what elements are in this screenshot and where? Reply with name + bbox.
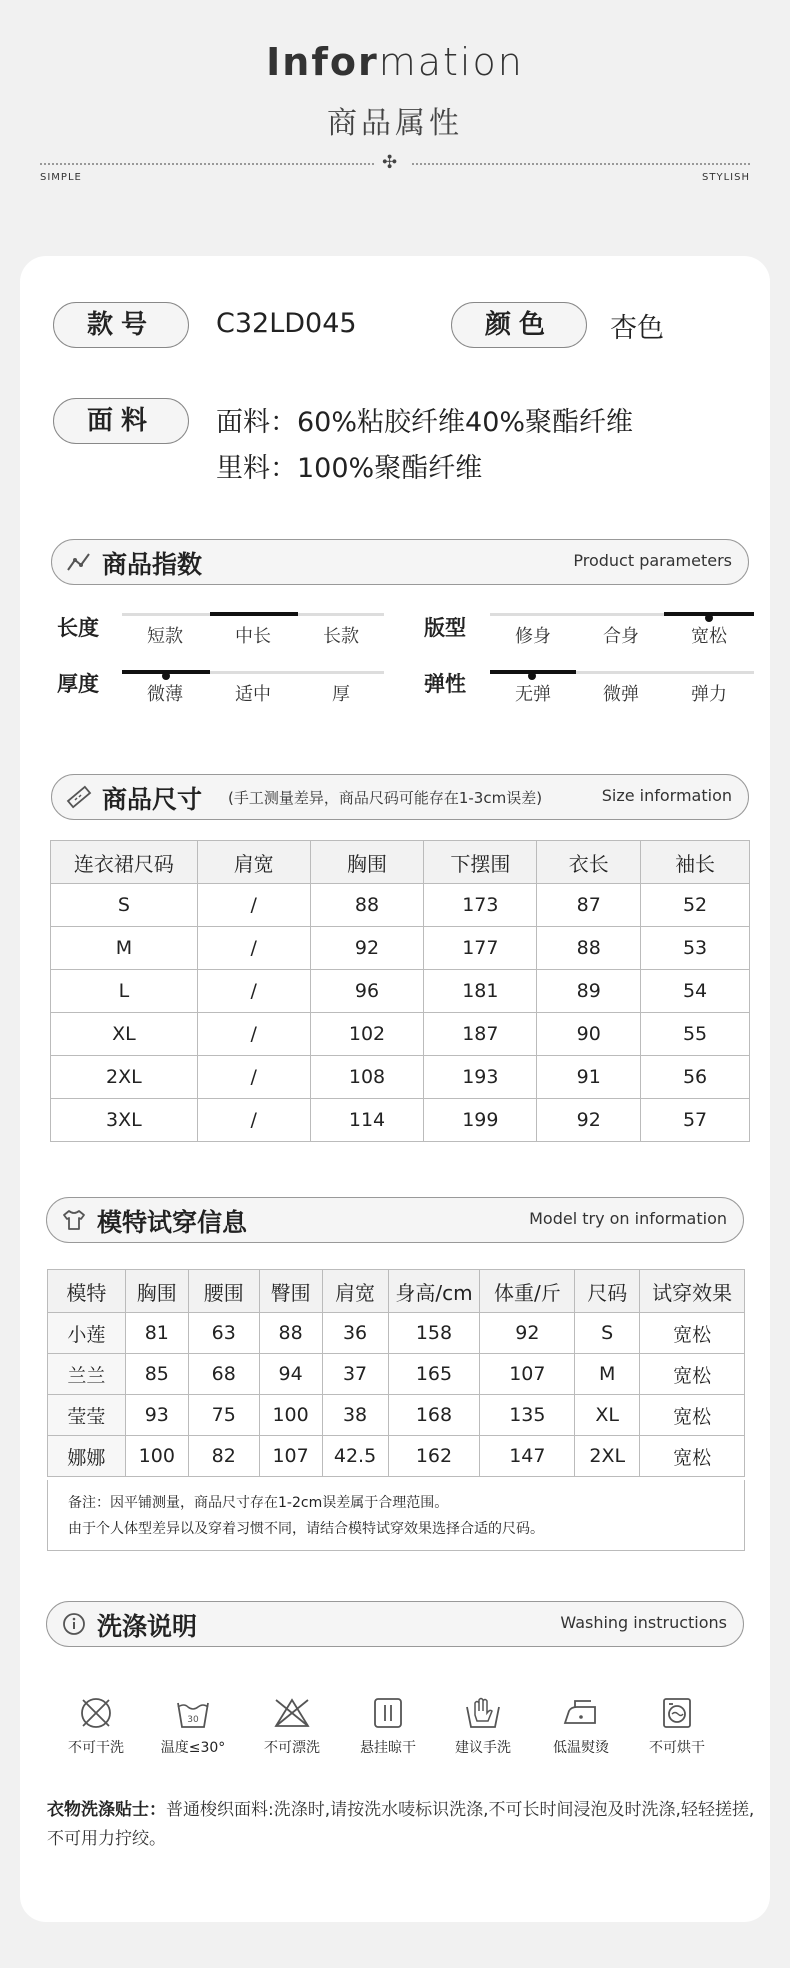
model-note-1: 备注：因平铺测量，商品尺寸存在1-2cm误差属于合理范围。 xyxy=(68,1495,449,1511)
cell: 52 xyxy=(641,884,750,927)
cell: 162 xyxy=(388,1436,480,1477)
params-title: 商品指数 xyxy=(102,550,203,579)
cell: 88 xyxy=(259,1313,322,1354)
size-header: 胸围 xyxy=(310,841,424,884)
table-row xyxy=(48,1395,745,1436)
color-value: 杏色 xyxy=(610,313,664,344)
model-en-title: Model try on information xyxy=(529,1209,727,1228)
tag-simple: SIMPLE xyxy=(40,172,82,183)
cell: 57 xyxy=(641,1099,750,1142)
table-row xyxy=(51,1013,750,1056)
param-option: 修身 xyxy=(515,626,551,647)
cell: / xyxy=(197,927,310,970)
param-option: 宽松 xyxy=(691,626,727,647)
wash-label: 建议手洗 xyxy=(455,1740,511,1756)
wash-title: 洗涤说明 xyxy=(97,1612,198,1641)
no-tumble-dry-icon xyxy=(659,1695,695,1731)
cell: 87 xyxy=(537,884,641,927)
wash-label: 温度≤30° xyxy=(160,1740,226,1756)
cell: / xyxy=(197,1099,310,1142)
cell: 94 xyxy=(259,1354,322,1395)
model-note-2: 由于个人体型差异以及穿着习惯不同，请结合模特试穿效果选择合适的尺码。 xyxy=(68,1521,544,1537)
model-title: 模特试穿信息 xyxy=(97,1208,248,1237)
title-bold: Infor xyxy=(266,40,379,84)
wash-item xyxy=(438,1695,528,1757)
model-header: 胸围 xyxy=(125,1270,188,1313)
wash-label: 不可干洗 xyxy=(68,1740,124,1756)
size-header: 衣长 xyxy=(537,841,641,884)
param-option: 中长 xyxy=(235,626,271,647)
table-row xyxy=(51,884,750,927)
cell: 108 xyxy=(310,1056,424,1099)
wash-label: 不可漂洗 xyxy=(264,1740,320,1756)
wash-tip-label: 衣物洗涤贴士： xyxy=(47,1800,166,1820)
cell: 158 xyxy=(388,1313,480,1354)
model-header: 肩宽 xyxy=(322,1270,388,1313)
cell: 兰兰 xyxy=(48,1354,126,1395)
style-no-label: 款号 xyxy=(53,302,189,348)
model-header: 体重/斤 xyxy=(480,1270,575,1313)
wash-en-title: Washing instructions xyxy=(560,1613,727,1632)
size-header: 连衣裙尺码 xyxy=(51,841,198,884)
cell: 85 xyxy=(125,1354,188,1395)
param-label-fit: 版型 xyxy=(424,616,466,640)
cell: 81 xyxy=(125,1313,188,1354)
cell: XL xyxy=(51,1013,198,1056)
cell: 107 xyxy=(480,1354,575,1395)
wash-label: 低温熨烫 xyxy=(553,1740,609,1756)
cell: 96 xyxy=(310,970,424,1013)
cell: 2XL xyxy=(575,1436,640,1477)
size-table xyxy=(50,840,750,1142)
cell: 177 xyxy=(424,927,537,970)
fabric-line-1: 面料：60%粘胶纤维40%聚酯纤维 xyxy=(216,407,634,438)
model-header: 身高/cm xyxy=(388,1270,480,1313)
wash-item xyxy=(247,1695,337,1757)
model-note-box xyxy=(47,1480,745,1551)
param-active-length xyxy=(210,612,298,616)
fabric-label: 面料 xyxy=(53,398,189,444)
cell: 宽松 xyxy=(640,1436,745,1477)
cell: 102 xyxy=(310,1013,424,1056)
cell: 165 xyxy=(388,1354,480,1395)
model-header: 腰围 xyxy=(188,1270,259,1313)
param-dot-thickness xyxy=(162,672,170,680)
cell: 莹莹 xyxy=(48,1395,126,1436)
param-option: 短款 xyxy=(147,626,183,647)
params-section-bar xyxy=(51,539,749,585)
cell: 92 xyxy=(537,1099,641,1142)
model-header: 试穿效果 xyxy=(640,1270,745,1313)
cell: 100 xyxy=(259,1395,322,1436)
cell: 56 xyxy=(641,1056,750,1099)
cell: 68 xyxy=(188,1354,259,1395)
tshirt-icon xyxy=(61,1208,87,1232)
svg-text:30: 30 xyxy=(187,1715,199,1725)
wash-tip xyxy=(47,1796,757,1854)
cell: 90 xyxy=(537,1013,641,1056)
divider-right xyxy=(412,163,750,165)
param-option: 厚 xyxy=(332,684,350,705)
wash-item xyxy=(148,1695,238,1757)
cell: 75 xyxy=(188,1395,259,1436)
cell: XL xyxy=(575,1395,640,1436)
cell: / xyxy=(197,1013,310,1056)
hang-dry-icon xyxy=(370,1695,406,1731)
table-row xyxy=(48,1313,745,1354)
cell: 100 xyxy=(125,1436,188,1477)
cell: 宽松 xyxy=(640,1395,745,1436)
title-light: mation xyxy=(378,40,524,84)
model-table xyxy=(47,1269,745,1477)
cell: 135 xyxy=(480,1395,575,1436)
wash-tip-text: 普通梭织面料:洗涤时,请按洗水唛标识洗涤,不可长时间浸泡及时洗涤,轻轻搓搓,不可用力拧绞。 xyxy=(47,1800,755,1849)
cell: 199 xyxy=(424,1099,537,1142)
wash-section-bar xyxy=(46,1601,744,1647)
model-header: 尺码 xyxy=(575,1270,640,1313)
cell: 91 xyxy=(537,1056,641,1099)
size-title: 商品尺寸 xyxy=(102,785,203,814)
cell: 181 xyxy=(424,970,537,1013)
cell: 53 xyxy=(641,927,750,970)
cell: 92 xyxy=(480,1313,575,1354)
cross-icon: ✣ xyxy=(382,152,398,173)
fabric-line-2: 里料：100%聚酯纤维 xyxy=(216,453,483,484)
cell: 宽松 xyxy=(640,1313,745,1354)
trend-icon xyxy=(66,550,92,574)
wash-item xyxy=(536,1695,626,1757)
param-option: 适中 xyxy=(235,684,271,705)
model-header: 臀围 xyxy=(259,1270,322,1313)
cell: / xyxy=(197,1056,310,1099)
params-en-title: Product parameters xyxy=(573,551,732,570)
param-label-elasticity: 弹性 xyxy=(424,672,466,696)
size-note: (手工测量差异，商品尺码可能存在1-3cm误差) xyxy=(228,789,543,807)
cell: 3XL xyxy=(51,1099,198,1142)
table-row xyxy=(51,1099,750,1142)
no-bleach-icon xyxy=(272,1695,312,1731)
param-option: 长款 xyxy=(323,626,359,647)
divider-left xyxy=(40,163,374,165)
param-option: 微薄 xyxy=(147,684,183,705)
cell: 2XL xyxy=(51,1056,198,1099)
color-label: 颜色 xyxy=(451,302,587,348)
param-option: 合身 xyxy=(603,626,639,647)
page-title xyxy=(0,40,790,84)
cell: 88 xyxy=(310,884,424,927)
info-icon xyxy=(61,1612,87,1636)
wash-item xyxy=(632,1695,722,1757)
no-dry-clean-icon xyxy=(78,1695,114,1731)
wash-label: 悬挂晾干 xyxy=(360,1740,416,1756)
cell: 63 xyxy=(188,1313,259,1354)
cell: 42.5 xyxy=(322,1436,388,1477)
wash-item xyxy=(343,1695,433,1757)
cell: 173 xyxy=(424,884,537,927)
param-label-length: 长度 xyxy=(57,616,99,640)
cell: 88 xyxy=(537,927,641,970)
table-row xyxy=(48,1354,745,1395)
low-iron-icon xyxy=(561,1695,601,1731)
param-dot-fit xyxy=(705,614,713,622)
cell: 36 xyxy=(322,1313,388,1354)
model-section-bar xyxy=(46,1197,744,1243)
cell: 93 xyxy=(125,1395,188,1436)
table-row xyxy=(48,1436,745,1477)
table-row xyxy=(51,1056,750,1099)
cell: 107 xyxy=(259,1436,322,1477)
size-header: 袖长 xyxy=(641,841,750,884)
cell: 82 xyxy=(188,1436,259,1477)
cell: S xyxy=(575,1313,640,1354)
cell: 92 xyxy=(310,927,424,970)
cell: 55 xyxy=(641,1013,750,1056)
size-header: 肩宽 xyxy=(197,841,310,884)
wash-30-icon xyxy=(175,1695,211,1731)
wash-item xyxy=(51,1695,141,1757)
cell: 38 xyxy=(322,1395,388,1436)
cell: 114 xyxy=(310,1099,424,1142)
size-header: 下摆围 xyxy=(424,841,537,884)
model-header: 模特 xyxy=(48,1270,126,1313)
wash-label: 不可烘干 xyxy=(649,1740,705,1756)
cell: M xyxy=(51,927,198,970)
cell: 89 xyxy=(537,970,641,1013)
size-en-title: Size information xyxy=(601,786,732,805)
cell: / xyxy=(197,884,310,927)
cell: S xyxy=(51,884,198,927)
style-no-value: C32LD045 xyxy=(216,308,357,339)
param-option: 弹力 xyxy=(691,684,727,705)
table-row xyxy=(51,927,750,970)
size-section-bar xyxy=(51,774,749,820)
model-header-row xyxy=(48,1270,745,1313)
param-option: 无弹 xyxy=(515,684,551,705)
tag-stylish: STYLISH xyxy=(702,172,750,183)
param-option: 微弹 xyxy=(603,684,639,705)
cell: 宽松 xyxy=(640,1354,745,1395)
cell: 37 xyxy=(322,1354,388,1395)
cell: M xyxy=(575,1354,640,1395)
page-subtitle: 商品属性 xyxy=(327,106,463,141)
cell: / xyxy=(197,970,310,1013)
param-label-thickness: 厚度 xyxy=(57,672,99,696)
cell: L xyxy=(51,970,198,1013)
cell: 54 xyxy=(641,970,750,1013)
cell: 187 xyxy=(424,1013,537,1056)
cell: 193 xyxy=(424,1056,537,1099)
size-header-row xyxy=(51,841,750,884)
ruler-icon xyxy=(66,785,92,809)
hand-wash-icon xyxy=(463,1695,503,1731)
cell: 娜娜 xyxy=(48,1436,126,1477)
cell: 147 xyxy=(480,1436,575,1477)
cell: 168 xyxy=(388,1395,480,1436)
param-dot-elasticity xyxy=(528,672,536,680)
cell: 小莲 xyxy=(48,1313,126,1354)
table-row xyxy=(51,970,750,1013)
